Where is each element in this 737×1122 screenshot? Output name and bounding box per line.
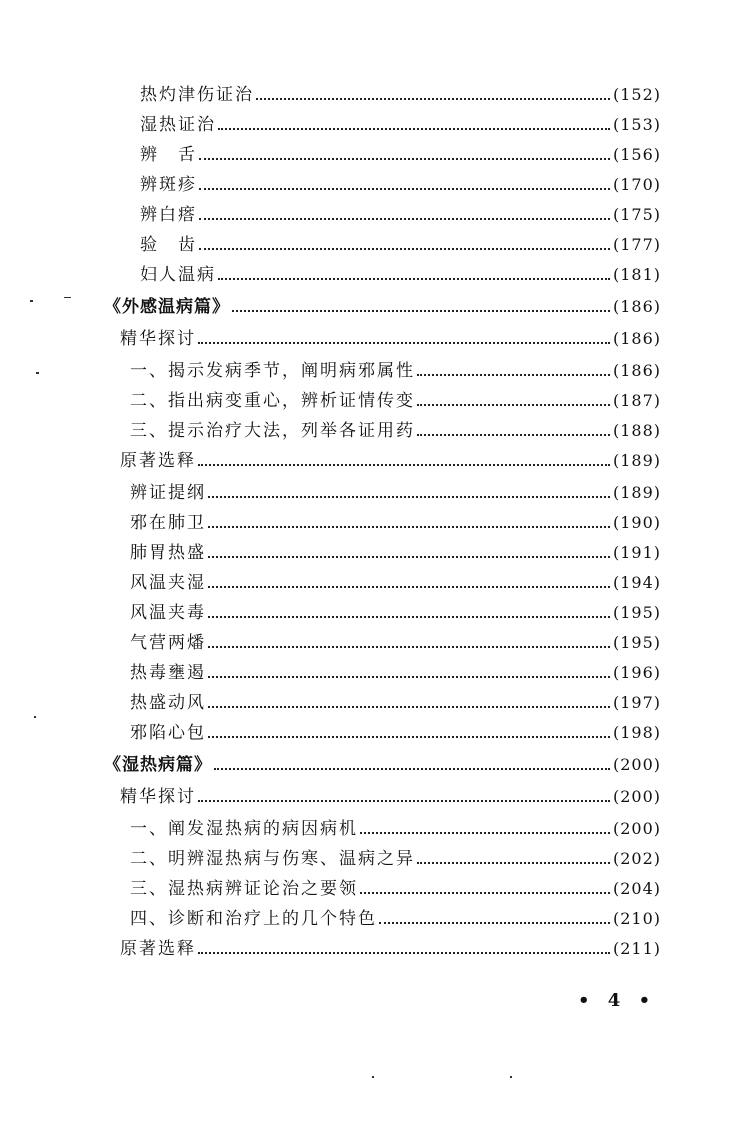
toc-entry[interactable] [130,626,661,654]
dot-leader [360,891,610,894]
dot-leader [256,97,610,100]
toc-entry[interactable] [130,842,661,870]
toc-entry[interactable] [130,812,661,840]
dot-leader [198,799,610,802]
toc-entry[interactable] [140,228,661,256]
dot-leader [417,373,610,376]
toc-entry-title: 原著选释 [120,451,196,471]
toc-entry-title: 三、湿热病辨证论治之要领 [130,879,358,899]
toc-entry-page: (195) [612,633,661,652]
toc-entry[interactable] [130,872,661,900]
toc-entry-title: 辨斑疹 [140,175,197,195]
toc-entry-page: (156) [612,145,661,164]
scan-speck [510,1076,512,1078]
toc-entry[interactable] [130,384,661,412]
toc-entry-title: 一、揭示发病季节，阐明病邪属性 [130,361,415,381]
toc-entry[interactable] [140,108,661,136]
toc-entry-title: 邪在肺卫 [130,513,206,533]
toc-entry-title: 热毒壅遏 [130,663,206,683]
toc-entry-title: 妇人温病 [140,265,216,285]
toc-entry-title: 原著选释 [120,939,196,959]
dot-leader [218,277,610,280]
dot-leader [208,495,610,498]
toc-entry-title: 三、提示治疗大法，列举各证用药 [130,421,415,441]
toc-entry[interactable] [130,716,661,744]
dot-leader [208,705,610,708]
toc-subsection[interactable] [120,322,661,350]
dot-leader [199,247,610,250]
toc-entry-page: (204) [612,879,661,898]
scan-speck [372,1076,374,1078]
scan-speck [36,372,39,374]
toc-entry-title: 《外感温病篇》 [104,297,230,317]
toc-entry-title: 风温夹湿 [130,573,206,593]
toc-subsection[interactable] [120,444,661,472]
dot-leader [232,309,610,312]
toc-entry-title: 风温夹毒 [130,603,206,623]
toc-entry-title: 辨 舌 [140,145,197,165]
scan-speck [34,716,36,718]
toc-entry[interactable] [130,656,661,684]
toc-entry-title: 热灼津伤证治 [140,85,254,105]
dot-leader [199,217,610,220]
toc-entry-page: (190) [612,513,661,532]
toc-entry-page: (153) [612,115,661,134]
toc-entry-page: (152) [612,85,661,104]
toc-entry-page: (175) [612,205,661,224]
scan-speck [30,300,33,302]
toc-entry-page: (210) [612,909,661,928]
toc-entry-page: (170) [612,175,661,194]
toc-entry-title: 二、指出病变重心，辨析证情传变 [130,391,415,411]
dot-leader [198,951,610,954]
toc-entry-page: (186) [612,297,661,316]
toc-subsection[interactable] [120,932,661,960]
toc-entry-title: 精华探讨 [120,329,196,349]
toc-entry[interactable] [140,138,661,166]
toc-entry-title: 二、明辨湿热病与伤寒、温病之异 [130,849,415,869]
dot-leader [208,555,610,558]
toc-subsection[interactable] [120,780,661,808]
toc-entry-title: 热盛动风 [130,693,206,713]
toc-entry[interactable] [130,506,661,534]
dot-leader [208,615,610,618]
toc-entry-page: (202) [612,849,661,868]
dot-leader [208,735,610,738]
toc-entry-page: (191) [612,543,661,562]
dot-leader [208,645,610,648]
toc-entry[interactable] [140,78,661,106]
dot-leader [417,433,610,436]
toc-entry[interactable] [130,354,661,382]
toc-entry-page: (189) [612,483,661,502]
dot-leader [208,525,610,528]
toc-entry-page: (196) [612,663,661,682]
toc-entry-title: 精华探讨 [120,787,196,807]
toc-entry[interactable] [130,476,661,504]
toc-entry-page: (189) [612,451,661,470]
toc-entry[interactable] [130,902,661,930]
toc-entry-page: (195) [612,603,661,622]
toc-entry-title: 湿热证治 [140,115,216,135]
dot-leader [208,675,610,678]
toc-entry[interactable] [130,596,661,624]
toc-entry-page: (188) [612,421,661,440]
toc-entry[interactable] [130,536,661,564]
toc-entry[interactable] [140,258,661,286]
toc-entry-page: (177) [612,235,661,254]
toc-entry-page: (200) [612,755,661,774]
dot-leader [417,861,610,864]
toc-entry[interactable] [140,198,661,226]
toc-entry-title: 邪陷心包 [130,723,206,743]
toc-entry[interactable] [130,566,661,594]
toc-section-heading[interactable] [104,290,661,318]
page-number: • 4 • [578,990,657,1011]
dot-leader [199,157,610,160]
toc-entry-title: 气营两燔 [130,633,206,653]
toc-entry-page: (194) [612,573,661,592]
toc-entry-page: (186) [612,361,661,380]
toc-entry-page: (200) [612,787,661,806]
toc-entry-page: (198) [612,723,661,742]
toc-entry[interactable] [130,414,661,442]
dot-leader [199,187,610,190]
dot-leader [198,463,610,466]
dot-leader [417,403,610,406]
toc-entry[interactable] [140,168,661,196]
dot-leader [379,921,610,924]
toc-entry-page: (197) [612,693,661,712]
toc-entry-page: (200) [612,819,661,838]
toc-entry-title: 辨白瘩 [140,205,197,225]
dot-leader [208,585,610,588]
toc-entry-page: (211) [612,939,661,958]
toc-entry-title: 验 齿 [140,235,197,255]
toc-entry-title: 肺胃热盛 [130,543,206,563]
toc-entry-title: 四、诊断和治疗上的几个特色 [130,909,377,929]
dot-leader [360,831,610,834]
dot-leader [214,767,610,770]
scan-speck [64,297,71,298]
dot-leader [198,341,610,344]
dot-leader [218,127,610,130]
toc-entry-title: 《湿热病篇》 [104,755,212,775]
toc-entry-page: (186) [612,329,661,348]
toc-entry-title: 一、阐发湿热病的病因病机 [130,819,358,839]
toc-entry[interactable] [130,686,661,714]
toc-entry-page: (181) [612,265,661,284]
toc-entry-title: 辨证提纲 [130,483,206,503]
toc-section-heading[interactable] [104,748,661,776]
toc-entry-page: (187) [612,391,661,410]
